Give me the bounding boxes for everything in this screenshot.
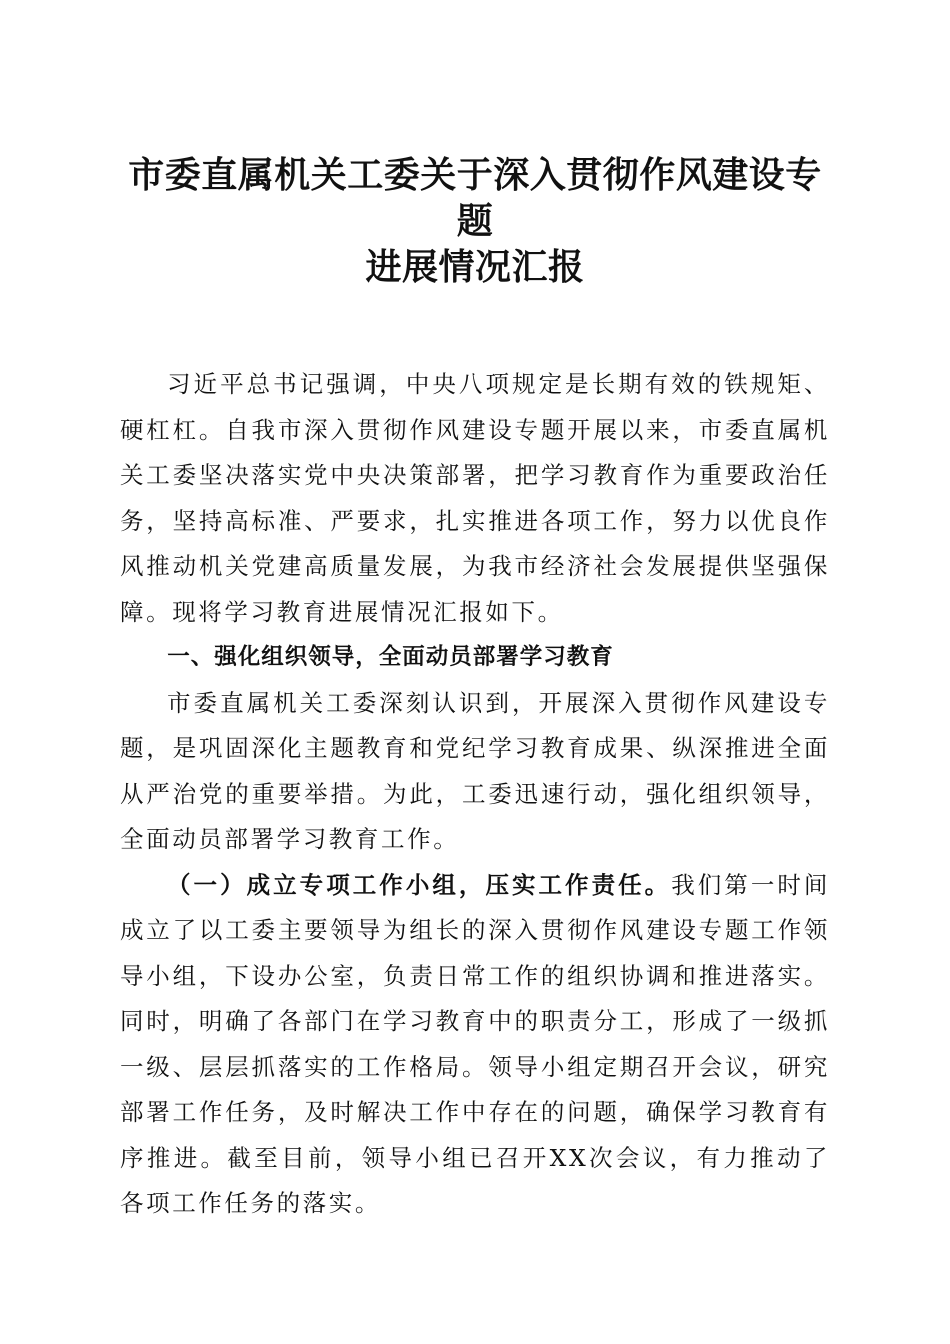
subsection-1-body: 我们第一时间成立了以工委主要领导为组长的深入贯彻作风建设专题工作领导小组，下设办公室，负责日常工作的组织协调和推进落实。同时，明确了各部门在学习教育中的职责分工，形成了一级抓一级、层层抓落实的工作格局。领导小组定期召开会议，研究部署工作任务，及时解决工作中存在的问题，确保学习教育有序推进。截至目前，领导小组已召开XX次会议，有力推动了各项工作任务的落实。 — [120, 870, 830, 1217]
document-title — [120, 152, 830, 290]
title-line-2: 进展情况汇报 — [365, 246, 585, 288]
section-1-paragraph: 市委直属机关工委深刻认识到，开展深入贯彻作风建设专题，是巩固深化主题教育和党纪学习教育成果、纵深推进全面从严治党的重要举措。为此，工委迅速行动，强化组织领导，全面动员部署学习教育工作。 — [120, 688, 830, 853]
section-1-heading: 一、强化组织领导，全面动员部署学习教育 — [167, 644, 614, 670]
document-page — [120, 152, 830, 1227]
subsection-1-lead: （一）成立专项工作小组，压实工作责任。 — [167, 870, 672, 899]
subsection-1-paragraph — [120, 863, 830, 1227]
title-line-1: 市委直属机关工委关于深入贯彻作风建设专题 — [128, 154, 822, 242]
intro-paragraph: 习近平总书记强调，中央八项规定是长期有效的铁规矩、硬杠杠。自我市深入贯彻作风建设专题开展以来，市委直属机关工委坚决落实党中央决策部署，把学习教育作为重要政治任务，坚持高标准、严要求，扎实推进各项工作，努力以优良作风推动机关党建高质量发展，为我市经济社会发展提供坚强保障。现将学习教育进展情况汇报如下。 — [120, 370, 830, 626]
